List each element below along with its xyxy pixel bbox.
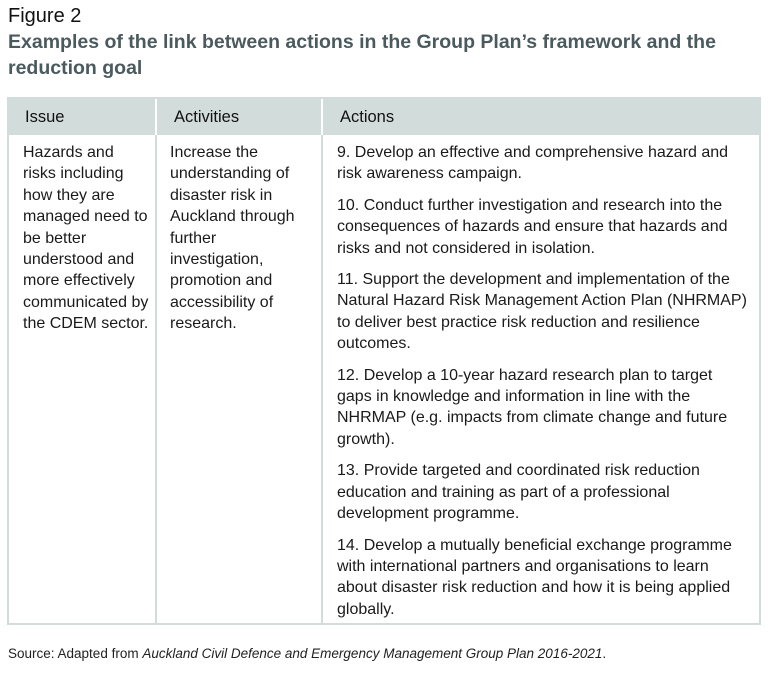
actions-table xyxy=(7,97,761,625)
header-issue: Issue xyxy=(25,108,65,126)
column-divider-1 xyxy=(155,99,157,623)
header-activities: Activities xyxy=(174,108,240,126)
header-actions: Actions xyxy=(340,108,395,126)
action-item-14: 14. Develop a mutually beneficial exchange programme with international partners and organisations to learn about disaster risk reduction and how it is being applied globally. xyxy=(337,536,732,618)
source-suffix: . xyxy=(602,646,607,661)
column-divider-2 xyxy=(321,99,323,623)
action-item-9: 9. Develop an effective and comprehensive hazard and risk awareness campaign. xyxy=(337,144,729,183)
header-divider-1 xyxy=(155,99,157,135)
source-note xyxy=(8,645,606,663)
source-prefix: Source: Adapted from xyxy=(8,646,143,661)
actions-cell xyxy=(337,142,749,630)
header-divider-2 xyxy=(321,99,323,135)
figure-title: Examples of the link between actions in the Group Plan’s framework and the reduction goal xyxy=(8,31,716,79)
action-item-11: 11. Support the development and implementation of the Natural Hazard Risk Management Action Plan (NHRMAP) to deliver best practice risk reduction and resilience outcomes. xyxy=(337,271,747,353)
source-title: Auckland Civil Defence and Emergency Management Group Plan 2016-2021 xyxy=(142,646,603,661)
activities-cell: Increase the understanding of disaster risk in Auckland through further investigation, promotion and accessibility of research. xyxy=(170,144,295,333)
issue-cell: Hazards and risks including how they are managed need to be better understood and more effectively communicated by the CDEM sector. xyxy=(23,144,149,333)
action-item-10: 10. Conduct further investigation and research into the consequences of hazards and ensure that hazards and risks and not considered in isolation. xyxy=(337,196,728,257)
table-header-row xyxy=(9,99,759,135)
figure-label: Figure 2 xyxy=(8,5,82,27)
action-item-12: 12. Develop a 10-year hazard research plan to target gaps in knowledge and information in line with the NHRMAP (e.g. impacts from climate change and future growth). xyxy=(337,366,728,448)
action-item-13: 13. Provide targeted and coordinated risk reduction education and training as part of a professional development programme. xyxy=(337,462,700,523)
